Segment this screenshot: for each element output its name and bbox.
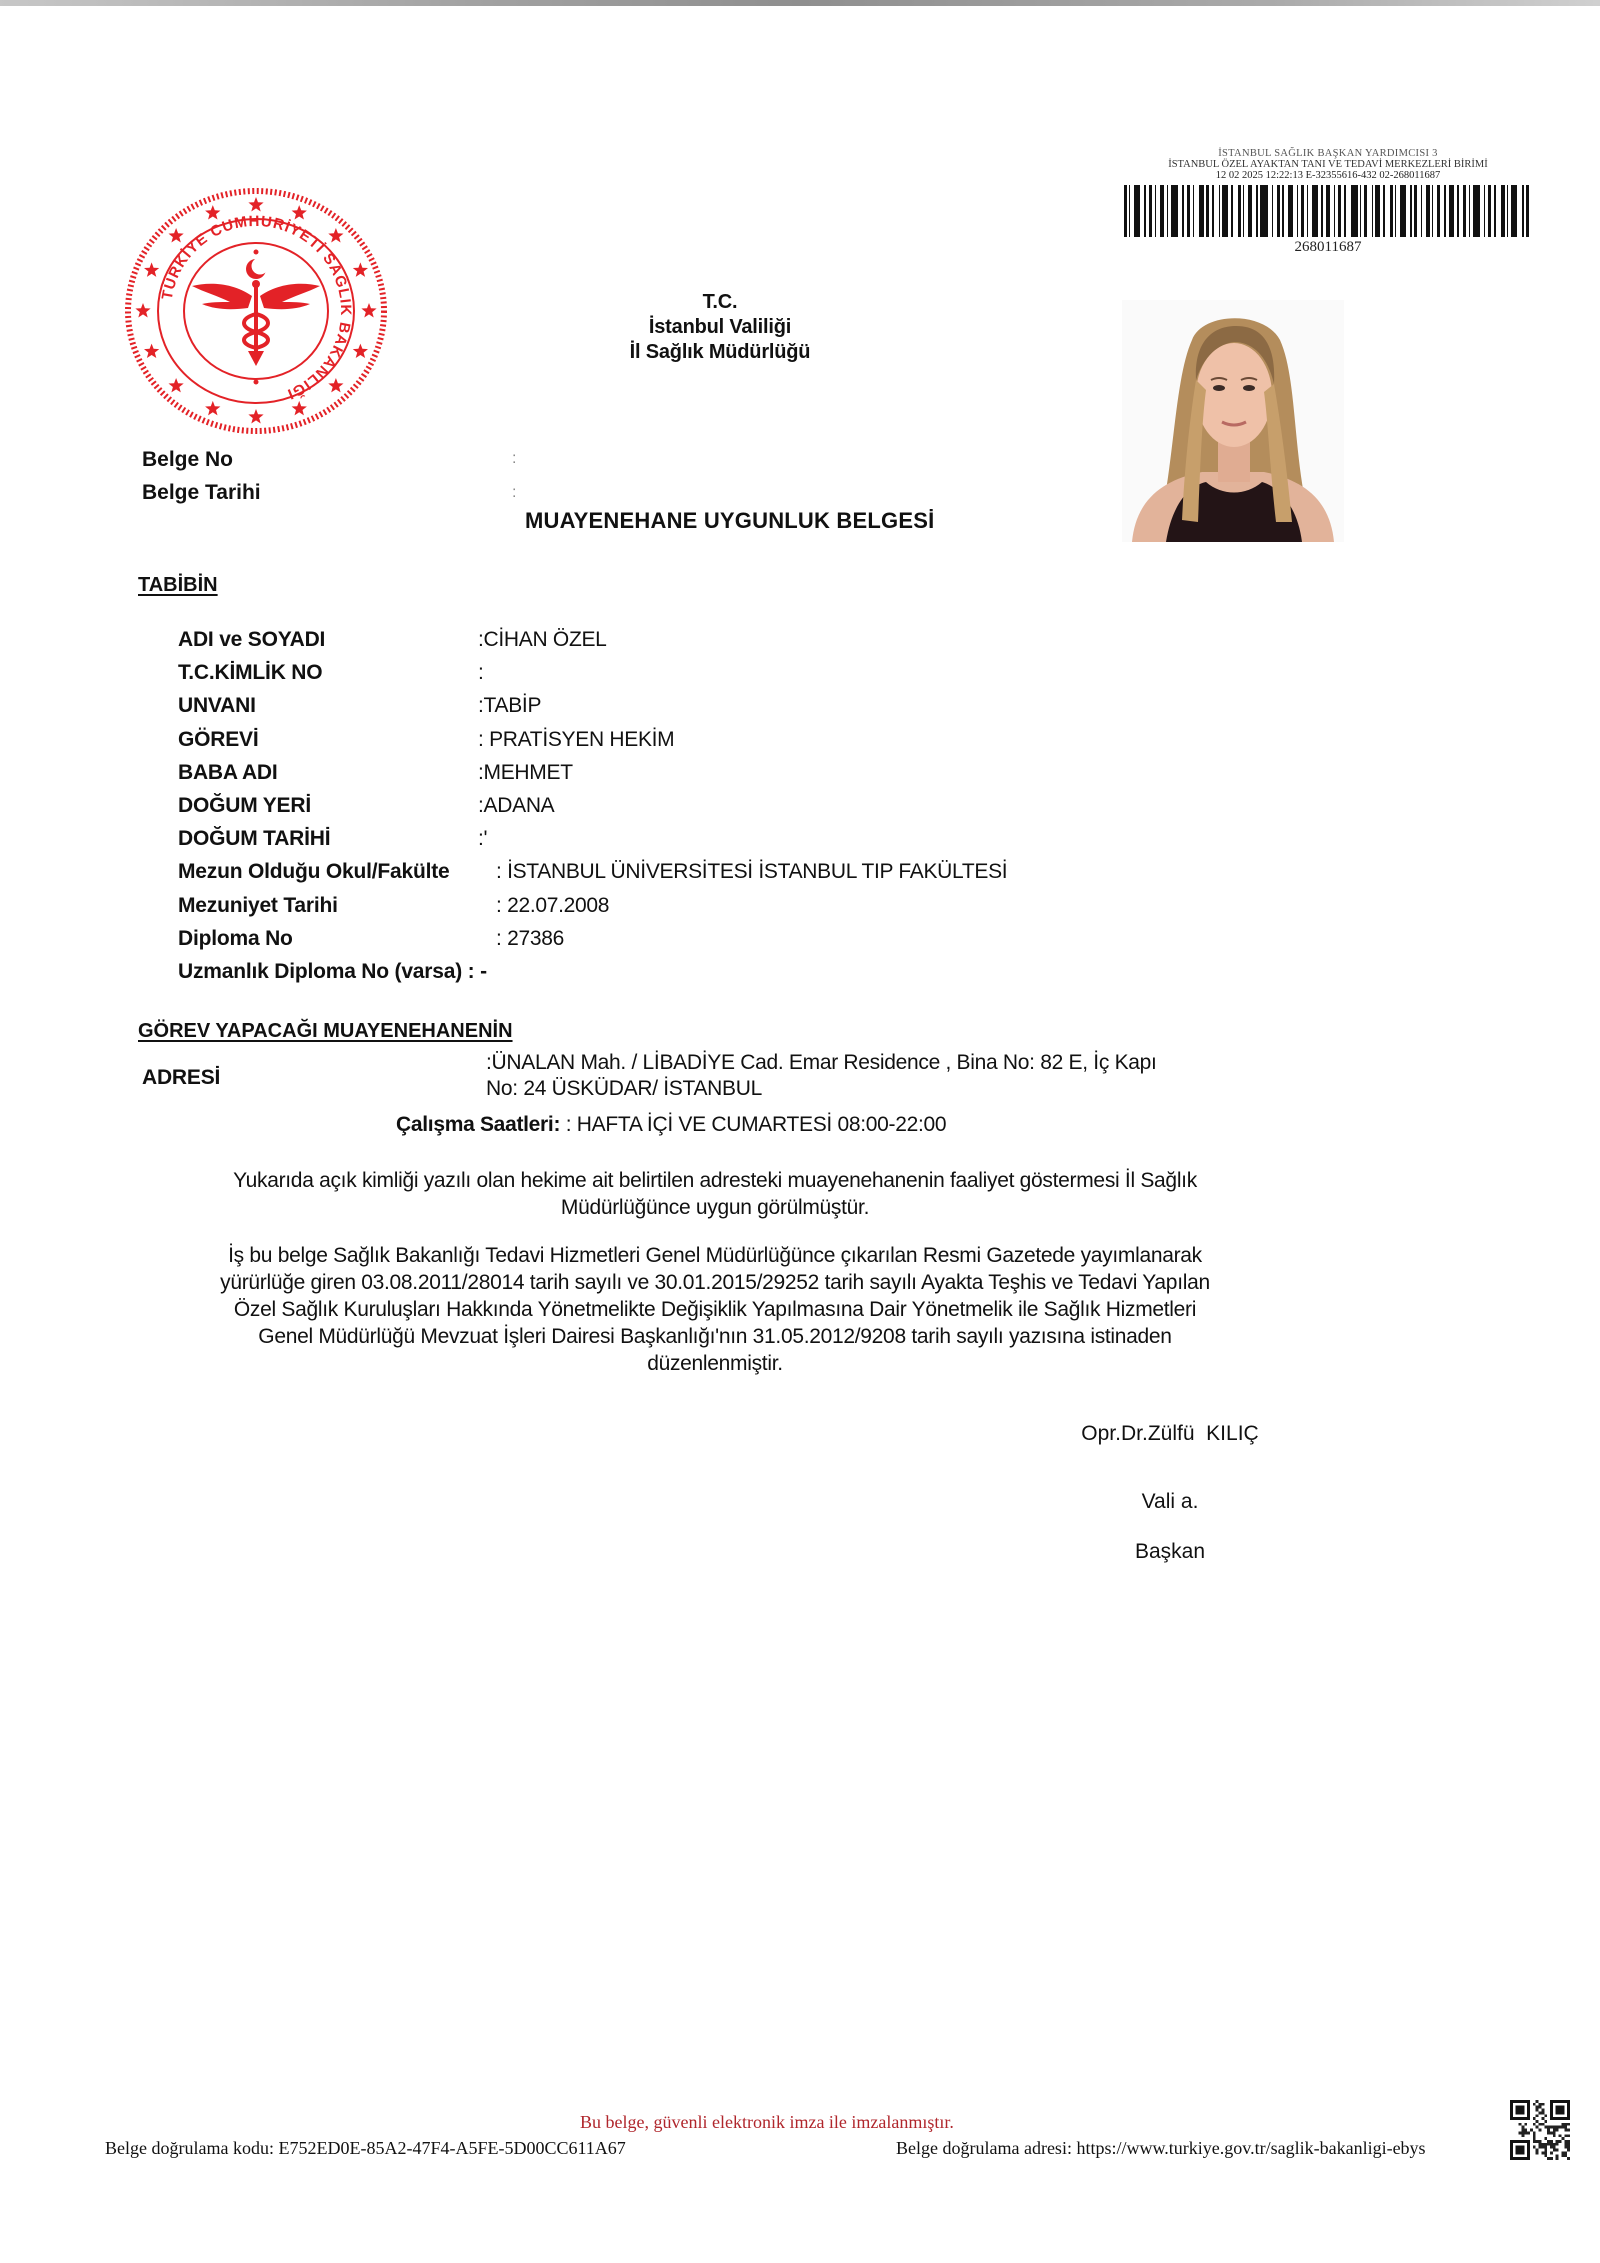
applicant-photo <box>1122 300 1344 542</box>
detail-label: BABA ADI <box>178 761 278 784</box>
working-hours <box>396 1113 946 1137</box>
seal-star-icon <box>144 344 159 358</box>
seal-star-icon <box>353 344 368 358</box>
belge-tarihi-label: Belge Tarihi <box>142 481 261 504</box>
seal-star-icon <box>169 228 184 243</box>
barcode-bar <box>1488 185 1491 237</box>
detail-label: Diploma No <box>178 927 293 950</box>
barcode-bar <box>1134 185 1140 237</box>
seal-star-icon <box>292 205 307 219</box>
barcode-bar <box>1437 185 1440 237</box>
barcode-bar <box>1301 185 1304 237</box>
seal-star-icon <box>328 378 343 392</box>
detail-value: :TABİP <box>478 694 542 717</box>
barcode-bar <box>1426 185 1430 237</box>
seal-star-icon <box>248 409 263 424</box>
barcode-bar <box>1372 185 1373 237</box>
detail-value: : <box>478 661 484 684</box>
barcode-bar <box>1444 185 1446 237</box>
detail-value: :' <box>478 827 488 850</box>
barcode-bar <box>1395 185 1396 237</box>
barcode-bar <box>1511 185 1517 237</box>
header-governorship: İstanbul Valiliği <box>648 316 792 338</box>
detail-value: : PRATİSYEN HEKİM <box>478 728 675 751</box>
barcode-bar <box>1282 185 1284 237</box>
approval-paragraph <box>150 1167 1280 1221</box>
barcode-bar <box>1351 185 1358 237</box>
detail-label: ADI ve SOYADI <box>178 628 326 651</box>
detail-value: : 27386 <box>496 927 564 950</box>
verification-address-link[interactable]: https://www.turkiye.gov.tr/saglik-bakanligi-ebys <box>1076 2138 1426 2158</box>
barcode-bar <box>1463 185 1466 237</box>
barcode-bar <box>1383 185 1385 237</box>
barcode-bar <box>1155 185 1156 237</box>
barcode-bar <box>1288 185 1293 237</box>
barcode-bar <box>1421 185 1422 237</box>
barcode-bar <box>1171 185 1178 237</box>
ministry-of-health-seal-icon <box>122 186 390 436</box>
detail-label: DOĞUM YERİ <box>178 794 311 817</box>
legal-basis-paragraph <box>150 1242 1280 1377</box>
barcode-bar <box>1457 185 1459 237</box>
address-line-2: No: 24 ÜSKÜDAR/ İSTANBUL <box>486 1077 762 1100</box>
address-line-1: :ÜNALAN Mah. / LİBADİYE Cad. Emar Residence , Bina No: 82 E, İç Kapı <box>486 1051 1157 1074</box>
clinic-section-heading: GÖREV YAPACAĞI MUAYENEHANENİN <box>138 1020 513 1042</box>
header-tc: T.C. <box>702 291 738 313</box>
seal-ring-text: TÜRKİYE CUMHURİYETİ SAĞLIK BAKANLIĞI <box>158 212 355 403</box>
working-hours-label: Çalışma Saatleri: <box>396 1113 561 1136</box>
barcode-bar <box>1307 185 1308 237</box>
barcode-bar <box>1344 185 1346 237</box>
legal-line: İş bu belge Sağlık Bakanlığı Tedavi Hizmetleri Genel Müdürlüğünce çıkarılan Resmi Gazetede yayımlanarak <box>228 1244 1202 1267</box>
barcode-stamp <box>1118 148 1538 256</box>
barcode-bar <box>1526 185 1529 237</box>
seal-star-icon <box>248 197 263 212</box>
barcode-bar <box>1414 185 1417 237</box>
barcode-bar <box>1400 185 1406 237</box>
detail-value: :MEHMET <box>478 761 573 784</box>
barcode-bar <box>1432 185 1433 237</box>
barcode-bar <box>1243 185 1244 237</box>
detail-value: :CİHAN ÖZEL <box>478 628 607 651</box>
seal-star-icon <box>205 401 220 416</box>
barcode-bar <box>1312 185 1318 237</box>
legal-line: yürürlüğe giren 03.08.2011/28014 tarih sayılı ve 30.01.2015/29252 tarih sayılı Ayakta Teşhis ve Tedavi Yapılan <box>220 1271 1210 1294</box>
seal-star-icon <box>361 303 376 318</box>
barcode-bar <box>1494 185 1496 237</box>
verification-code <box>105 2138 626 2159</box>
seal-star-icon <box>205 205 220 219</box>
approval-line: Müdürlüğünce uygun görülmüştür. <box>560 1196 870 1219</box>
approval-line: Yukarıda açık kimliği yazılı olan hekime ait belirtilen adresteki muayenehanenin faaliyet göstermesi İl Sağlık <box>233 1169 1197 1192</box>
legal-line: Genel Müdürlüğü Mevzuat İşleri Dairesi Başkanlığı'nın 31.05.2012/9208 tarih sayılı yazısına istinaden <box>258 1325 1172 1348</box>
detail-label: GÖREVİ <box>178 728 259 751</box>
qr-code-icon <box>1510 2100 1570 2160</box>
barcode-bar <box>1390 185 1393 237</box>
barcode-bar <box>1522 185 1524 237</box>
barcode-bar <box>1375 185 1380 237</box>
detail-label: T.C.KİMLİK NO <box>178 661 323 684</box>
seal-star-icon <box>292 401 307 416</box>
detail-label: Uzmanlık Diploma No (varsa) : - <box>178 960 487 983</box>
address-label: ADRESİ <box>142 1066 221 1089</box>
seal-star-icon <box>135 303 150 318</box>
barcode-bar <box>1338 185 1341 237</box>
barcode-bar <box>1238 185 1241 237</box>
signatory-name: Opr.Dr.Zülfü KILIÇ <box>1081 1422 1259 1445</box>
signatory-on-behalf: Vali a. <box>1141 1490 1199 1513</box>
issuer-header <box>560 290 880 365</box>
detail-label: UNVANI <box>178 694 256 717</box>
barcode-bar <box>1167 185 1168 237</box>
legal-line: düzenlenmiştir. <box>647 1352 783 1375</box>
header-directorate: İl Sağlık Müdürlüğü <box>629 341 811 363</box>
detail-value: : İSTANBUL ÜNİVERSİTESİ İSTANBUL TIP FAKÜLTESİ <box>496 860 1008 883</box>
seal-star-icon <box>328 228 343 243</box>
working-hours-value: : HAFTA İÇİ VE CUMARTESİ 08:00-22:00 <box>565 1113 947 1136</box>
barcode-bar <box>1272 185 1273 237</box>
barcode-bar <box>1297 185 1298 237</box>
detail-label: DOĞUM TARİHİ <box>178 827 331 850</box>
legal-line: Özel Sağlık Kuruluşları Hakkında Yönetmelikte Değişiklik Yapılmasına Dair Yönetmelik ile Sağlık Hizmetleri <box>233 1298 1197 1321</box>
e-signature-notice: Bu belge, güvenli elektronik imza ile imzalanmıştır. <box>580 2112 954 2132</box>
barcode-bar <box>1277 185 1280 237</box>
scan-edge <box>0 0 1600 6</box>
barcode-bar <box>1129 185 1130 237</box>
barcode-bar <box>1222 185 1228 237</box>
verification-code-value: E752ED0E-85A2-47F4-A5FE-5D00CC611A67 <box>278 2138 626 2158</box>
barcode-bar <box>1124 185 1127 237</box>
barcode-bar <box>1160 185 1164 237</box>
detail-value: : 22.07.2008 <box>496 894 610 917</box>
belge-no-value: : <box>512 450 517 467</box>
barcode-bar <box>1321 185 1323 237</box>
verification-address <box>896 2138 1426 2159</box>
barcode-bar <box>1149 185 1152 237</box>
detail-value: :ADANA <box>478 794 555 817</box>
barcode-bar <box>1231 185 1233 237</box>
barcode-number: 268011687 <box>1294 239 1362 255</box>
verification-address-label: Belge doğrulama adresi: <box>896 2138 1072 2158</box>
belge-tarihi-value: : <box>512 484 517 501</box>
physician-section-heading: TABİBİN <box>138 574 218 596</box>
stamp-line-2: İSTANBUL ÖZEL AYAKTAN TANI VE TEDAVİ MERKEZLERİ BİRİMİ <box>1168 159 1488 170</box>
barcode-bar <box>1182 185 1184 237</box>
seal-star-icon <box>144 262 159 277</box>
document-title: MUAYENEHANE UYGUNLUK BELGESİ <box>525 508 935 533</box>
verification-code-label: Belge doğrulama kodu: <box>105 2138 274 2158</box>
barcode-bar <box>1144 185 1146 237</box>
barcode-bar <box>1248 185 1252 237</box>
barcode-bar <box>1193 185 1194 237</box>
barcode-bar <box>1334 185 1335 237</box>
barcode-bar <box>1410 185 1412 237</box>
barcode-bar <box>1501 185 1505 237</box>
barcode-bar <box>1449 185 1454 237</box>
barcode-bar <box>1473 185 1480 237</box>
barcode-bar <box>1187 185 1190 237</box>
seal-star-icon <box>353 262 368 277</box>
barcode-bar <box>1469 185 1470 237</box>
seal-star-icon <box>169 378 184 392</box>
detail-label: Mezuniyet Tarihi <box>178 894 338 917</box>
barcode-bar <box>1364 185 1367 237</box>
stamp-line-3: 12 02 2025 12:22:13 E-32355616-432 02-268011687 <box>1215 170 1441 181</box>
barcode-bar <box>1260 185 1268 237</box>
barcode-bar <box>1326 185 1330 237</box>
detail-label: Mezun Olduğu Okul/Fakülte <box>178 860 450 883</box>
barcode-bar <box>1484 185 1485 237</box>
barcode-bar <box>1256 185 1258 237</box>
barcode-bar <box>1199 185 1204 237</box>
barcode-bar <box>1507 185 1508 237</box>
barcode-bar <box>1360 185 1361 237</box>
barcode-icon <box>1124 185 1532 237</box>
barcode-bar <box>1219 185 1220 237</box>
stamp-line-1: İSTANBUL SAĞLIK BAŞKAN YARDIMCISI 3 <box>1218 148 1438 159</box>
barcode-bar <box>1206 185 1209 237</box>
barcode-bar <box>1212 185 1214 237</box>
belge-no-label: Belge No <box>142 448 234 471</box>
signatory-title: Başkan <box>1134 1540 1206 1563</box>
